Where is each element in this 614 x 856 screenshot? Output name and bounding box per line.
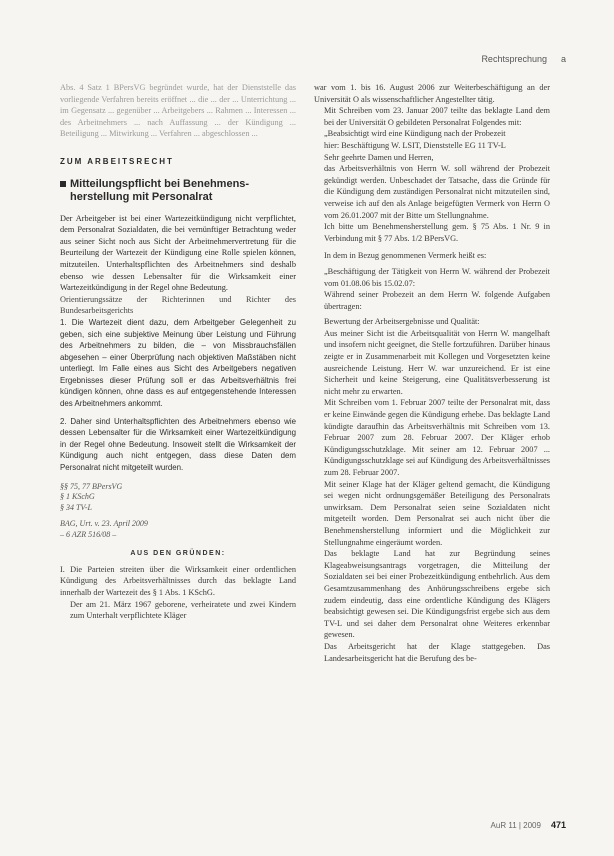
body-paragraph: Mit Schreiben vom 23. Januar 2007 teilte das beklagte Land dem bei der Universität O gebildeten Personalrat Folgendes mit: <box>324 106 550 127</box>
reasons-paragraph: I. Die Parteien streiten über die Wirksamkeit einer ordentlichen Kündigung des Arbeitsverhältnisses durch das beklagte Land innerhalb der Wartezeit des § 1 Abs. 1 KSchG. <box>60 564 296 597</box>
citation: §§ 75, 77 BPersVG <box>60 481 123 491</box>
citation: § 34 TV-L <box>60 502 93 512</box>
running-head-marker: a <box>560 54 566 64</box>
citation: § 1 KSchG <box>60 492 95 502</box>
quote-line: Ich bitte um Benehmensherstellung gem. § 75 Abs. 1 Nr. 9 in Verbindung mit § 77 Abs. 1/2 BPersVG. <box>324 222 550 243</box>
quoted-letter <box>314 128 550 244</box>
headnote-1: 1. Die Wartezeit dient dazu, dem Arbeitgeber Gelegenheit zu geben, sich eine subjektive Meinung über Leistung und Führung des Arbeitnehmers zu bilden, die – von Missbrauchsfällen abgesehen – einer Überprüfung nach objektiven Maßstäben nicht unterliegt. Im Falle eines aus Sicht des Arbeitgebers negativen Ergebnisses dieser Prüfung soll er das Arbeitsverhältnis frei kündigen können, ohne dass es auf entgegenstehende Interessen des Arbeitnehmers ankommt. <box>60 317 296 409</box>
body-paragraph: Mit seiner Klage hat der Kläger geltend gemacht, die Kündigung sei wegen nicht ordnungsgemäßer Beteiligung des Personalrats unwirksam. Dem Personalrat seien seine Sozialdaten nicht mitgeteilt worden. Dem Personalrat sei auch nicht über die Benehmensherstellung informiert und die Möglichkeit zur Stellungnahme eingeräumt worden. <box>324 479 550 547</box>
quote-line: Bewertung der Arbeitsergebnisse und Qualität: <box>324 317 480 327</box>
left-column <box>60 82 296 622</box>
page-number: 471 <box>550 820 566 830</box>
headnotes <box>60 317 296 474</box>
headnote-source: Orientierungssätze der Richterinnen und Richter des Bundesarbeitsgerichts <box>60 294 296 316</box>
quote-line: „Beabsichtigt wird eine Kündigung nach der Probezeit <box>324 129 506 139</box>
running-head-title: Rechtsprechung <box>481 54 547 64</box>
bullet-icon <box>60 181 66 187</box>
body-paragraph: In dem in Bezug genommenen Vermerk heißt es: <box>324 251 487 261</box>
article-title <box>60 178 296 205</box>
page-footer <box>491 820 566 830</box>
court-decision: BAG, Urt. v. 23. April 2009 <box>60 519 148 529</box>
intro-text: Abs. 4 Satz 1 BPersVG begründet wurde, hat der Dienststelle das vorliegende Verfahren bereits eröffnet ... die ... der ... Unterrichtung ... im Gegensatz ... gegenüber ... Arbeitgebers ... Rahmen ... Interessen ... des Arbeitnehmers ... nach Auffassung ... der Kündigung ... Beteiligung ... Mitwirkung ... Verfahren ... abgeschlossen ... <box>60 83 296 139</box>
issue-label: AuR 11 | 2009 <box>490 821 541 830</box>
quote-line: das Arbeitsverhältnis von Herrn W. soll während der Probezeit gekündigt werden. Unbeschadet der Tatsache, dass die Gründe für die Kündigung dem zuständigen Personalrat nicht mitzuteilen sind, verweise ich auf den als Anlage beigefügten Vermerk von Herrn O vom 26.01.2007 mit der Bitte um Stellungnahme. <box>324 164 550 220</box>
quote-line: hier: Beschäftigung W. LSIT, Dienststelle EG 11 TV-L <box>324 140 506 150</box>
body-paragraph: Das beklagte Land hat zur Begründung seines Klageabweisungsantrags vorgetragen, die Mitteilung der Sozialdaten sei bei einer Probezeitkündigung entbehrlich. Aus dem Gesamtzusammenhang des Anhörungsschreibens ergebe sich zudem eindeutig, dass eine ordentliche Kündigung des Klägers beabsichtigt gewesen sei. Die Kündigungsfrist ergebe sich aus dem TV-L und sei daher dem Personalrat ohne Weiteres erkennbar gewesen. <box>324 549 550 640</box>
quote-line: „Beschäftigung der Tätigkeit von Herrn W. während der Probezeit vom 01.08.06 bis 15.02.07: <box>324 266 550 288</box>
body-paragraph: Mit Schreiben vom 1. Februar 2007 teilte der Personalrat mit, dass er keine Einwände gegen die Kündigung erhebe. Das beklagte Land kündigte daraufhin das Arbeitsverhältnis mit Schreiben vom 13. Februar 2007 zum 28. Februar 2007. Der Kläger erhob Kündigungsschutzklage. Mit seiner am 12. Februar 2007 ... Kündigungsschutzklage sei auf Kündigung des Arbeitsverhältnisses zum 28. Februar 2007. <box>324 398 550 477</box>
quote-line: Aus meiner Sicht ist die Arbeitsqualität von Herrn W. mangelhaft und insofern nicht geeignet, die Stelle fortzuführen. Darüber hinaus zeigte er in Zusammenarbeit mit Kollegen und Vorgesetzten keine ausreichende Leistung. Herr W. war unzureichend. Er ist eine Sicherheit und keine Steigerung, eine Qualitätsverbesserung ist nicht mehr zu erwarten. <box>324 328 550 396</box>
quote-line: Sehr geehrte Damen und Herren, <box>324 152 434 162</box>
body-paragraph: war vom 1. bis 16. August 2006 zur Weiterbeschäftigung an der Universität O als wissenschaftlicher Angestellter tätig. <box>314 83 550 104</box>
right-column <box>314 82 550 664</box>
running-head <box>481 54 566 64</box>
statute-citations <box>60 482 296 541</box>
reasons-paragraph: Der am 21. März 1967 geborene, verheiratete und zwei Kindern zum Unterhalt verpflichtete Kläger <box>70 599 296 621</box>
article-abstract: Der Arbeitgeber ist bei einer Wartezeitkündigung nicht verpflichtet, dem Personalrat Sozialdaten, die bei vernünftiger Betrachtung weder aus seiner Sicht noch aus Sicht der Arbeitnehmervertretung für die Beurteilung der Wartezeit der Kündigung eine Rolle spielen können, mitzuteilen. Unterhaltspflichten des Arbeitnehmers sind deshalb ebenso wie dessen Lebensalter für die Wirksamkeit einer Wartezeitkündigung in der Regel ohne Bedeutung. <box>60 213 296 293</box>
reasons-heading: AUS DEN GRÜNDEN: <box>130 550 226 558</box>
article-title-line1: Mitteilungspflicht bei Benehmens- <box>70 177 250 190</box>
section-heading: ZUM ARBEITSRECHT <box>60 156 174 166</box>
body-paragraph: Das Arbeitsgericht hat der Klage stattgegeben. Das Landesarbeitsgericht hat die Berufung des be- <box>324 641 550 663</box>
docket-number: – 6 AZR 516/08 – <box>60 529 117 539</box>
quote-line: Während seiner Probezeit an dem Herrn W. folgende Aufgaben übertragen: <box>324 290 550 311</box>
headnote-2: 2. Daher sind Unterhaltspflichten des Arbeitnehmers ebenso wie dessen Lebensalter für die Wirksamkeit einer Wartezeitkündigung in der Regel ohne Bedeutung. Insoweit stellt die Wirksamkeit der Kündigung auch nicht entgegen, dass diese Daten dem Personalrat nicht mitgeteilt wurden. <box>60 416 296 473</box>
article-title-line2: herstellung mit Personalrat <box>70 191 213 204</box>
